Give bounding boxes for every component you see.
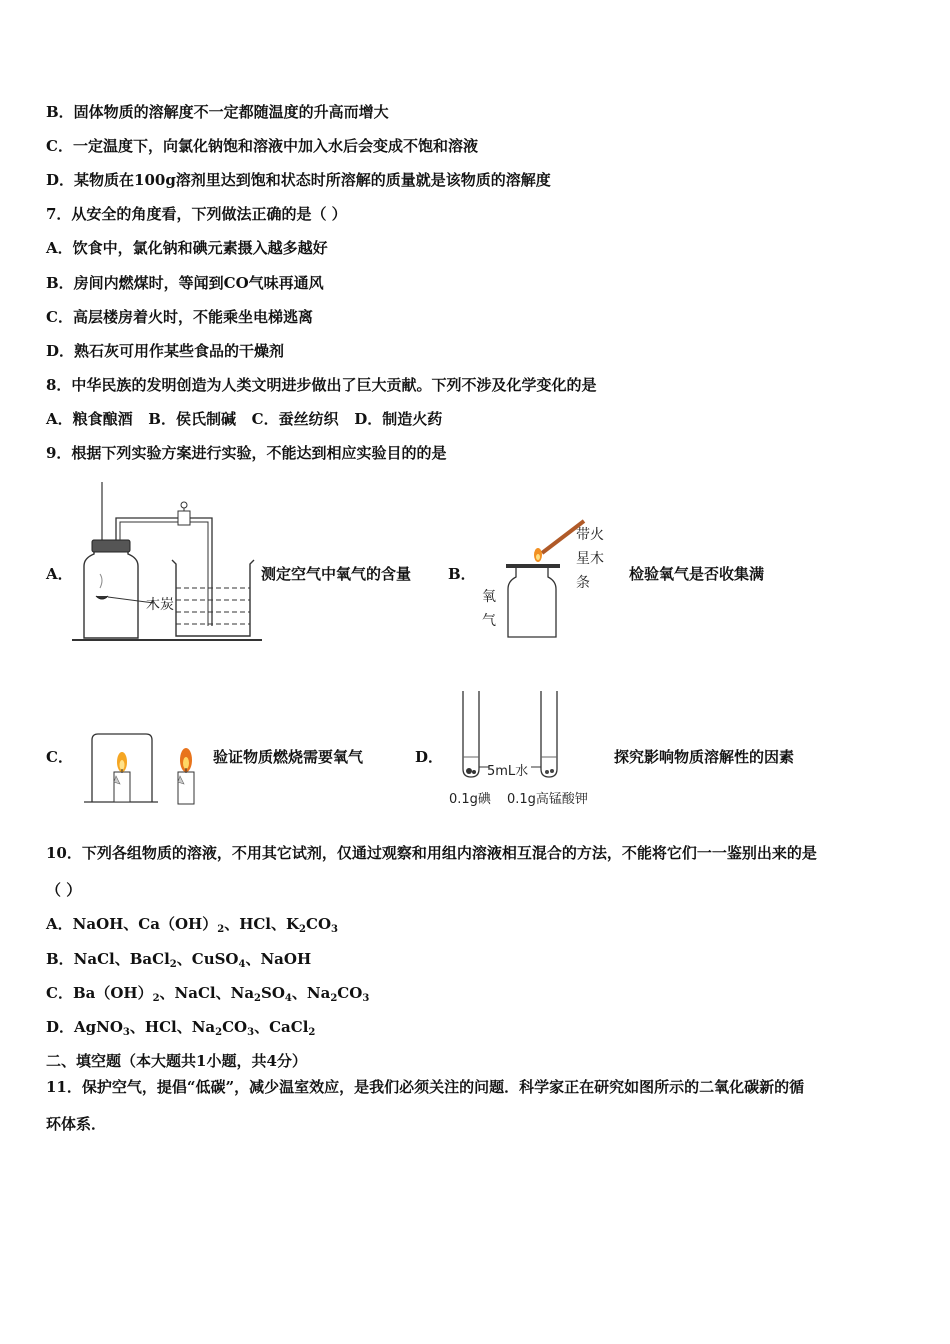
q9-c-figure [80,732,210,807]
q9-b-gas-1: 氧 [482,589,496,605]
q9-d-text: 探究影响物质溶解性的因素 [614,748,795,766]
q10-option-c: C．$Ba(OH)_2$、NaCl、$Na_2SO_4$、$Na_2CO_3$ [46,984,370,1004]
q6-option-d: D．某物质在100g溶剂里达到饱和状态时所溶解的质量就是该物质的溶解度 [46,171,551,189]
q11-line-2: 环体系． [46,1115,107,1133]
q7-option-a: A．饮食中，氯化钠和碘元素摄入越多越好 [46,239,328,257]
q9-b-figure [478,515,628,645]
q10-stem: 10．下列各组物质的溶液，不用其它试剂，仅通过观察和用组内溶液相互混合的方法，不能将它们一一鉴别出来的是 [46,844,817,862]
q7-option-c: C．高层楼房着火时，不能乘坐电梯逃离 [46,308,313,326]
q9-b-label-1: 带火 [576,527,604,543]
q9-a-letter: A． [46,565,73,583]
q9-b-text: 检验氧气是否收集满 [629,565,765,583]
q9-a-label-charcoal: 木炭 [146,597,174,613]
q9-b-letter: B． [448,565,476,583]
q9-b-gas-2: 气 [482,613,496,629]
q8-stem: 8．中华民族的发明创造为人类文明进步做出了巨大贡献。下列不涉及化学变化的是 [46,376,597,394]
section-title: 二、填空题（本大题共1小题，共4分） [46,1052,307,1070]
q9-b-label-2: 星木 [576,551,604,567]
q9-a-text: 测定空气中氧气的含量 [261,565,412,583]
q10-option-d: D．AgNO$_3$、HCl、$Na_2CO_3$、CaCl$_2$ [46,1018,316,1038]
q8-options: A．粮食酿酒 B．侯氏制碱 C．蚕丝纺织 D．制造火药 [46,410,443,428]
q9-d-letter: D． [415,748,444,766]
q9-d-label-water: 5mL水 [487,764,529,779]
q9-c-text: 验证物质燃烧需要氧气 [213,748,364,766]
q9-d-label-iodine: 0.1g碘 [449,792,491,807]
q6-option-c: C．一定温度下，向氯化钠饱和溶液中加入水后会变成不饱和溶液 [46,137,478,155]
q6-option-b: B．固体物质的溶解度不一定都随温度的升高而增大 [46,103,389,121]
q7-option-b: B．房间内燃煤时，等闻到CO气味再通风 [46,274,324,292]
q10-stem-bracket: （ ） [46,881,82,899]
q9-c-letter: C． [46,748,73,766]
q9-d-figure [445,685,610,810]
q7-stem: 7．从安全的角度看，下列做法正确的是（ ） [46,205,347,223]
q9-d-label-kmno4: 0.1g高锰酸钾 [507,792,588,807]
q9-a-figure [70,478,265,643]
q9-stem: 9．根据下列实验方案进行实验，不能达到相应实验目的的是 [46,444,447,462]
q11-line-1: 11．保护空气，提倡“低碳”，减少温室效应，是我们必须关注的问题．科学家正在研究如图所示的二氧化碳新的循 [46,1078,805,1096]
q9-b-label-3: 条 [576,575,590,591]
q10-option-b: B．NaCl、BaCl$_2$、CuSO$_4$、NaOH [46,950,312,970]
q10-option-a: A．NaOH、$Ca(OH)_2$、HCl、$K_2CO_3$ [46,915,338,935]
q7-option-d: D．熟石灰可用作某些食品的干燥剂 [46,342,285,360]
